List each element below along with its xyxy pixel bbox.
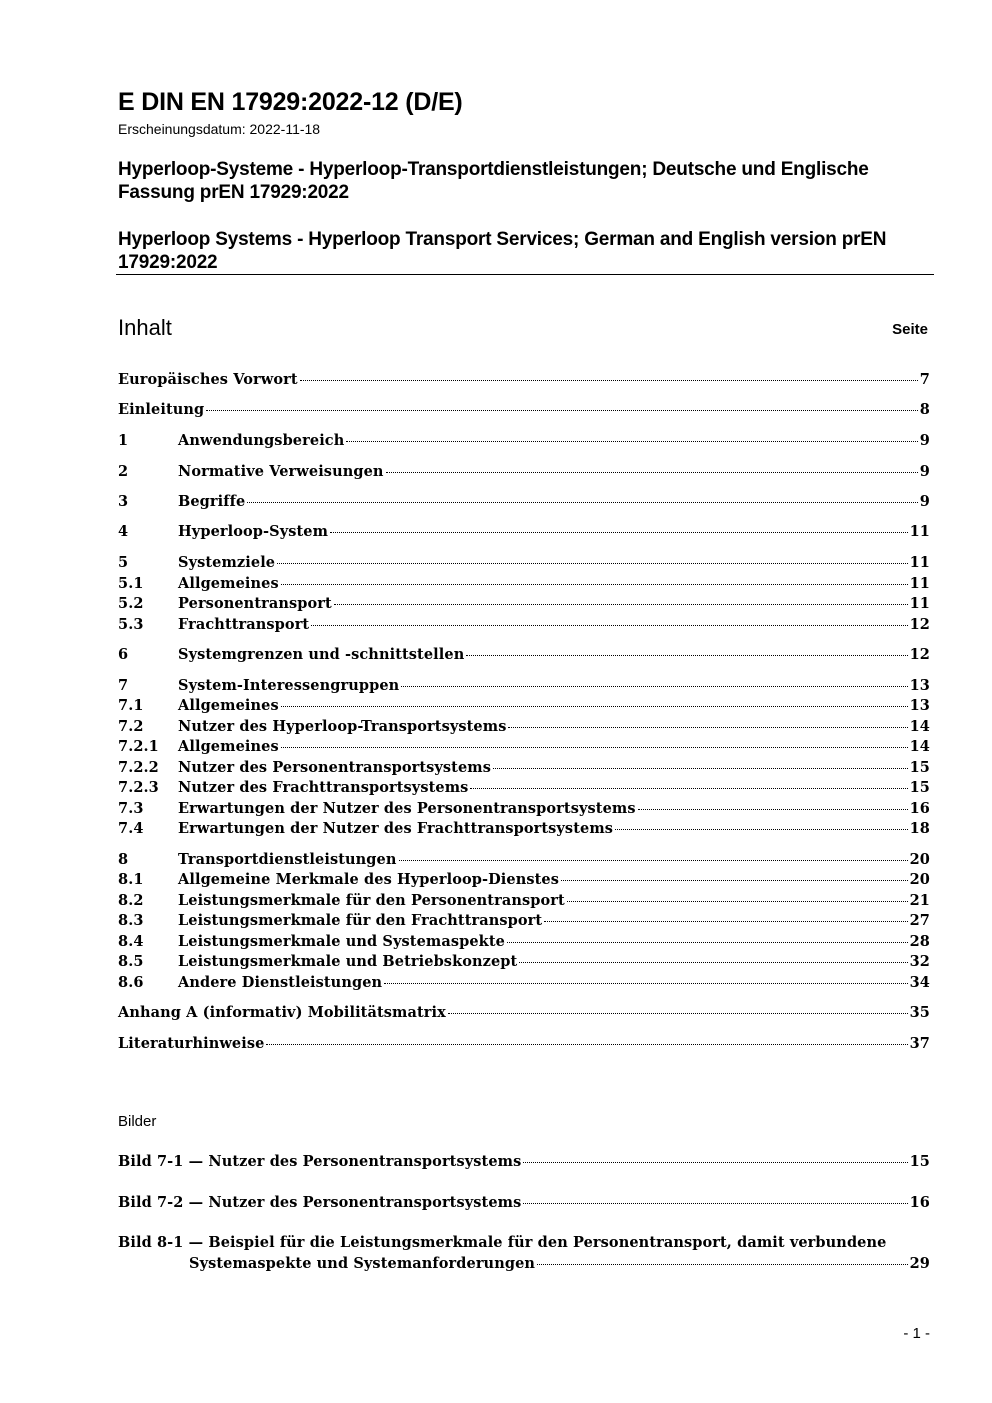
toc-entry[interactable] — [118, 717, 930, 737]
toc-entry[interactable] — [118, 870, 930, 890]
dot-leader — [386, 472, 918, 473]
dot-leader — [523, 1162, 907, 1163]
toc-entry-number: 5.2 — [118, 595, 144, 612]
toc-entry-title: Hyperloop-System — [178, 523, 329, 540]
toc-entry[interactable] — [118, 370, 930, 390]
figure-entry-title: Bild 7-1 — Nutzer des Personentransportsystems — [118, 1153, 522, 1170]
toc-entry-title: Nutzer des Hyperloop-Transportsystems — [178, 718, 507, 735]
dot-leader — [638, 809, 908, 810]
toc-entry[interactable] — [118, 973, 930, 993]
figure-entry[interactable] — [118, 1232, 930, 1274]
toc-entry[interactable] — [118, 522, 930, 542]
toc-entry-page: 11 — [909, 554, 930, 571]
toc-entry-number: 8.4 — [118, 933, 144, 950]
dot-leader — [311, 625, 907, 626]
dot-leader — [281, 706, 908, 707]
toc-entry[interactable] — [118, 1034, 930, 1054]
toc-entry-page: 18 — [909, 820, 930, 837]
toc-entry-page: 34 — [909, 974, 930, 991]
dot-leader — [346, 441, 917, 442]
toc-entry-page: 35 — [909, 1004, 930, 1021]
dot-leader — [384, 983, 907, 984]
toc-entry-page: 28 — [909, 933, 930, 950]
toc-entry-page: 15 — [909, 759, 930, 776]
toc-entry-number: 7.2.1 — [118, 738, 159, 755]
figure-entry-title: Bild 8-1 — Beispiel für die Leistungsmerkmale für den Personentransport, damit verbundene — [118, 1234, 887, 1251]
toc-entry-title: Nutzer des Personentransportsystems — [178, 759, 492, 776]
toc-entry[interactable] — [118, 819, 930, 839]
figure-entry[interactable] — [118, 1151, 930, 1172]
document-code: E DIN EN 17929:2022-12 (D/E) — [118, 88, 463, 116]
toc-entry-number: 4 — [118, 523, 129, 540]
figure-entry[interactable] — [118, 1192, 930, 1213]
toc-entry[interactable] — [118, 737, 930, 757]
toc-entry-title: Literaturhinweise — [118, 1035, 265, 1052]
toc-entry-page: 7 — [919, 371, 930, 388]
figure-entry-title: Systemaspekte und Systemanforderungen — [189, 1255, 536, 1272]
toc-entry-number: 5 — [118, 554, 129, 571]
toc-entry-page: 37 — [909, 1035, 930, 1052]
toc-entry-number: 5.3 — [118, 616, 144, 633]
toc-entry-page: 20 — [909, 851, 930, 868]
dot-leader — [615, 829, 908, 830]
dot-leader — [508, 727, 907, 728]
toc-entry-page: 16 — [909, 800, 930, 817]
page-column-label: Seite — [892, 321, 928, 338]
toc-entry-page: 14 — [909, 718, 930, 735]
dot-leader — [399, 860, 908, 861]
dot-leader — [493, 768, 908, 769]
toc-entry-number: 8.5 — [118, 953, 144, 970]
dot-leader — [300, 380, 918, 381]
toc-entry-title: Erwartungen der Nutzer des Frachttransportsystems — [178, 820, 614, 837]
dot-leader — [507, 942, 908, 943]
toc-entry-title: Einleitung — [118, 401, 205, 418]
toc-entry-title: Allgemeine Merkmale des Hyperloop-Dienstes — [178, 871, 560, 888]
toc-entry-title: Erwartungen der Nutzer des Personentransportsystems — [178, 800, 636, 817]
toc-entry[interactable] — [118, 676, 930, 696]
toc-entry-title: Leistungsmerkmale für den Personentransport — [178, 892, 565, 909]
toc-entry-number: 8.1 — [118, 871, 144, 888]
toc-entry-page: 32 — [909, 953, 930, 970]
toc-entry-page: 13 — [909, 697, 930, 714]
dot-leader — [567, 901, 908, 902]
toc-entry[interactable] — [118, 492, 930, 512]
toc-entry[interactable] — [118, 400, 930, 420]
page-number: - 1 - — [903, 1325, 930, 1342]
toc-entry-page: 13 — [909, 677, 930, 694]
toc-entry-title: Anhang A (informativ) Mobilitätsmatrix — [118, 1004, 446, 1021]
dot-leader — [523, 1203, 907, 1204]
toc-entry-number: 7.1 — [118, 697, 144, 714]
toc-entry-title: Leistungsmerkmale für den Frachttransport — [178, 912, 543, 929]
toc-entry-title: Transportdienstleistungen — [178, 851, 397, 868]
toc-entry-title: Allgemeines — [178, 697, 279, 714]
dot-leader — [466, 655, 907, 656]
toc-entry-title: Nutzer des Frachttransportsystems — [178, 779, 469, 796]
toc-entry-page: 12 — [909, 616, 930, 633]
dot-leader — [281, 584, 908, 585]
dot-leader — [401, 686, 907, 687]
toc-entry-title: Leistungsmerkmale und Betriebskonzept — [178, 953, 518, 970]
dot-leader — [334, 604, 908, 605]
toc-entry-number: 6 — [118, 646, 129, 663]
toc-entry-number: 5.1 — [118, 575, 144, 592]
toc-heading: Inhalt — [118, 315, 172, 340]
toc-entry-number: 8.2 — [118, 892, 144, 909]
dot-leader — [519, 962, 907, 963]
figure-entry-title: Bild 7-2 — Nutzer des Personentransportsystems — [118, 1194, 522, 1211]
toc-entry[interactable] — [118, 850, 930, 870]
toc-entry[interactable] — [118, 594, 930, 614]
toc-entry-page: 20 — [909, 871, 930, 888]
toc-entry[interactable] — [118, 696, 930, 716]
toc-entry-title: Allgemeines — [178, 738, 279, 755]
title-english: Hyperloop Systems - Hyperloop Transport Services; German and English version prEN 17929:2022 — [118, 229, 887, 273]
toc-entry[interactable] — [118, 891, 930, 911]
toc-entry[interactable] — [118, 645, 930, 665]
toc-entry-number: 7.2.2 — [118, 759, 159, 776]
toc-entry-title: Systemziele — [178, 554, 276, 571]
toc-entry[interactable] — [118, 911, 930, 931]
toc-entry[interactable] — [118, 932, 930, 952]
toc-entry[interactable] — [118, 574, 930, 594]
toc-entry-title: Europäisches Vorwort — [118, 371, 298, 388]
toc-entry[interactable] — [118, 615, 930, 635]
figure-entry-page: 16 — [909, 1194, 930, 1211]
figure-entry-page: 15 — [909, 1153, 930, 1170]
dot-leader — [266, 1044, 907, 1045]
toc-entry-title: System-Interessengruppen — [178, 677, 400, 694]
publication-date: Erscheinungsdatum: 2022-11-18 — [118, 121, 321, 137]
dot-leader — [470, 788, 907, 789]
dot-leader — [544, 921, 907, 922]
toc-entry-number: 2 — [118, 463, 129, 480]
toc-entry[interactable] — [118, 799, 930, 819]
toc-entry-number: 7.2 — [118, 718, 144, 735]
toc-entry-title: Begriffe — [178, 493, 246, 510]
toc-entry[interactable] — [118, 758, 930, 778]
dot-leader — [281, 747, 908, 748]
figure-entry-page: 29 — [909, 1255, 930, 1272]
header-divider — [116, 274, 934, 275]
toc-entry-title: Normative Verweisungen — [178, 463, 384, 480]
toc-entry[interactable] — [118, 952, 930, 972]
toc-entry-page: 11 — [909, 523, 930, 540]
dot-leader — [206, 410, 918, 411]
dot-leader — [537, 1264, 908, 1265]
toc-entry-number: 3 — [118, 493, 129, 510]
toc-entry-title: Systemgrenzen und -schnittstellen — [178, 646, 465, 663]
toc-entry-title: Allgemeines — [178, 575, 279, 592]
toc-entry[interactable] — [118, 431, 930, 451]
toc-entry-page: 9 — [919, 432, 930, 449]
toc-entry-page: 11 — [909, 575, 930, 592]
toc-entry-number: 8.6 — [118, 974, 144, 991]
toc-entry-number: 7.4 — [118, 820, 144, 837]
toc-entry-number: 8.3 — [118, 912, 144, 929]
toc-entry-page: 11 — [909, 595, 930, 612]
toc-entry-page: 9 — [919, 493, 930, 510]
dot-leader — [247, 502, 918, 503]
dot-leader — [448, 1013, 908, 1014]
dot-leader — [330, 532, 908, 533]
toc-entry-number: 1 — [118, 432, 129, 449]
toc-entry-number: 7.2.3 — [118, 779, 159, 796]
toc-entry-page: 12 — [909, 646, 930, 663]
title-german: Hyperloop-Systeme - Hyperloop-Transportdienstleistungen; Deutsche und Englische Fassung prEN 17929:2022 — [118, 159, 869, 203]
toc-entry[interactable] — [118, 778, 930, 798]
toc-entry-title: Andere Dienstleistungen — [178, 974, 383, 991]
figures-heading: Bilder — [118, 1113, 157, 1130]
toc-entry-title: Anwendungsbereich — [178, 432, 345, 449]
toc-entry-page: 9 — [919, 463, 930, 480]
toc-entry-page: 15 — [909, 779, 930, 796]
toc-entry-title: Leistungsmerkmale und Systemaspekte — [178, 933, 505, 950]
toc-entry-page: 27 — [909, 912, 930, 929]
toc-entry-page: 21 — [909, 892, 930, 909]
toc-entry[interactable] — [118, 462, 930, 482]
toc-entry-title: Frachttransport — [178, 616, 310, 633]
toc-entry-page: 8 — [919, 401, 930, 418]
toc-entry-number: 7.3 — [118, 800, 144, 817]
toc-entry-page: 14 — [909, 738, 930, 755]
toc-entry-number: 8 — [118, 851, 129, 868]
dot-leader — [561, 880, 908, 881]
dot-leader — [277, 563, 907, 564]
toc-entry[interactable] — [118, 1003, 930, 1023]
toc-entry-number: 7 — [118, 677, 129, 694]
toc-entry[interactable] — [118, 553, 930, 573]
toc-entry-title: Personentransport — [178, 595, 332, 612]
